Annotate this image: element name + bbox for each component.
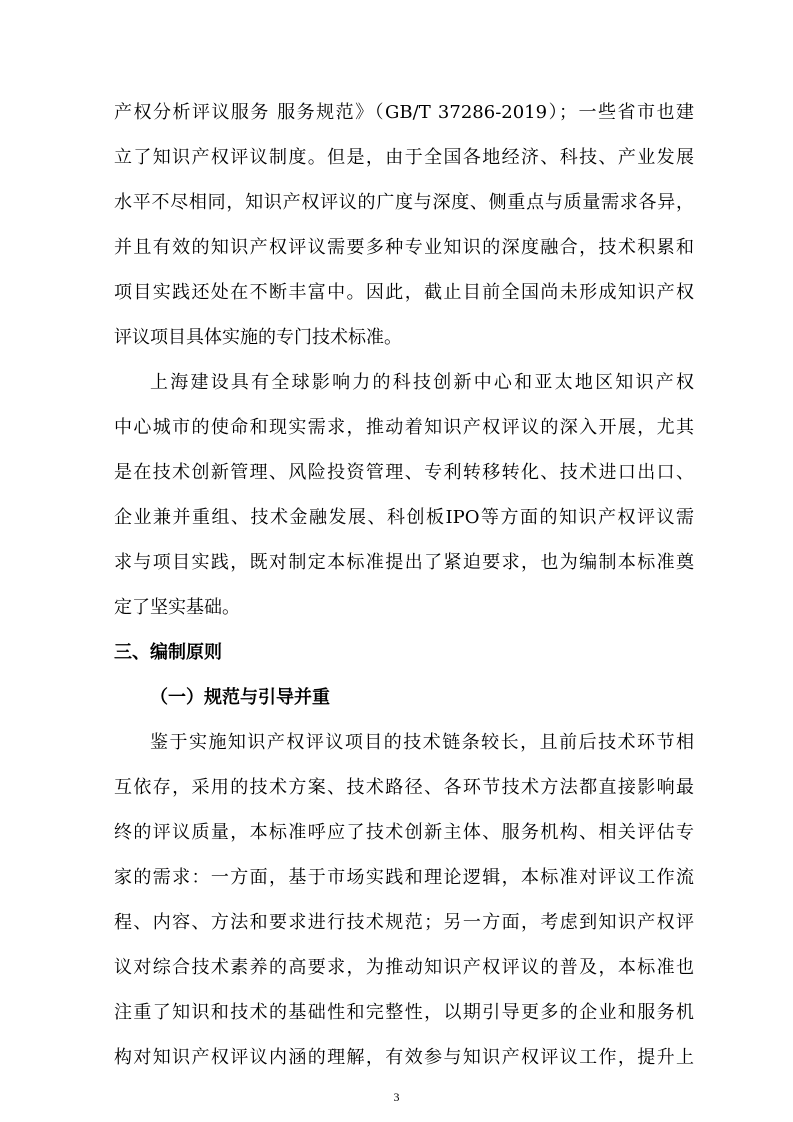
paragraph-2-line: 定了坚实基础。: [114, 597, 240, 618]
page-number: 3: [393, 1090, 400, 1104]
subsection-heading: （一）规范与引导并重: [150, 687, 330, 708]
paragraph-2-line: 企业兼并重组、技术金融发展、科创板IPO等方面的知识产权评议需: [114, 507, 694, 528]
paragraph-3-line: 终的评议质量，本标准呼应了技术创新主体、服务机构、相关评估专: [114, 822, 694, 843]
paragraph-1-line: 产权分析评议服务 服务规范》（GB/T 37286-2019）；一些省市也建: [114, 102, 694, 123]
paragraph-3-line: 互依存，采用的技术方案、技术路径、各环节技术方法都直接影响最: [114, 777, 694, 798]
section-heading: 三、编制原则: [114, 642, 222, 663]
paragraph-3-line: 构对知识产权评议内涵的理解，有效参与知识产权评议工作，提升上: [114, 1047, 694, 1068]
paragraph-1-line: 水平不尽相同，知识产权评议的广度与深度、侧重点与质量需求各异，: [114, 192, 694, 213]
paragraph-3-line: 程、内容、方法和要求进行技术规范；另一方面，考虑到知识产权评: [114, 912, 694, 933]
paragraph-1-line: 立了知识产权评议制度。但是，由于全国各地经济、科技、产业发展: [114, 147, 694, 168]
paragraph-1-line: 评议项目具体实施的专门技术标准。: [114, 327, 402, 348]
paragraph-3-line: 注重了知识和技术的基础性和完整性，以期引导更多的企业和服务机: [114, 1002, 694, 1023]
paragraph-1-line: 项目实践还处在不断丰富中。因此，截止目前全国尚未形成知识产权: [114, 282, 694, 303]
paragraph-3-line: 鉴于实施知识产权评议项目的技术链条较长，且前后技术环节相: [150, 732, 694, 753]
paragraph-2-line: 中心城市的使命和现实需求，推动着知识产权评议的深入开展，尤其: [114, 417, 694, 438]
paragraph-2-line: 是在技术创新管理、风险投资管理、专利转移转化、技术进口出口、: [114, 462, 694, 483]
paragraph-1-line: 并且有效的知识产权评议需要多种专业知识的深度融合，技术积累和: [114, 237, 694, 258]
paragraph-3-line: 议对综合技术素养的高要求，为推动知识产权评议的普及，本标准也: [114, 957, 694, 978]
paragraph-3-line: 家的需求：一方面，基于市场实践和理论逻辑，本标准对评议工作流: [114, 867, 694, 888]
paragraph-2-line: 求与项目实践，既对制定本标准提出了紧迫要求，也为编制本标准奠: [114, 552, 694, 573]
paragraph-2-line: 上海建设具有全球影响力的科技创新中心和亚太地区知识产权: [150, 372, 694, 393]
